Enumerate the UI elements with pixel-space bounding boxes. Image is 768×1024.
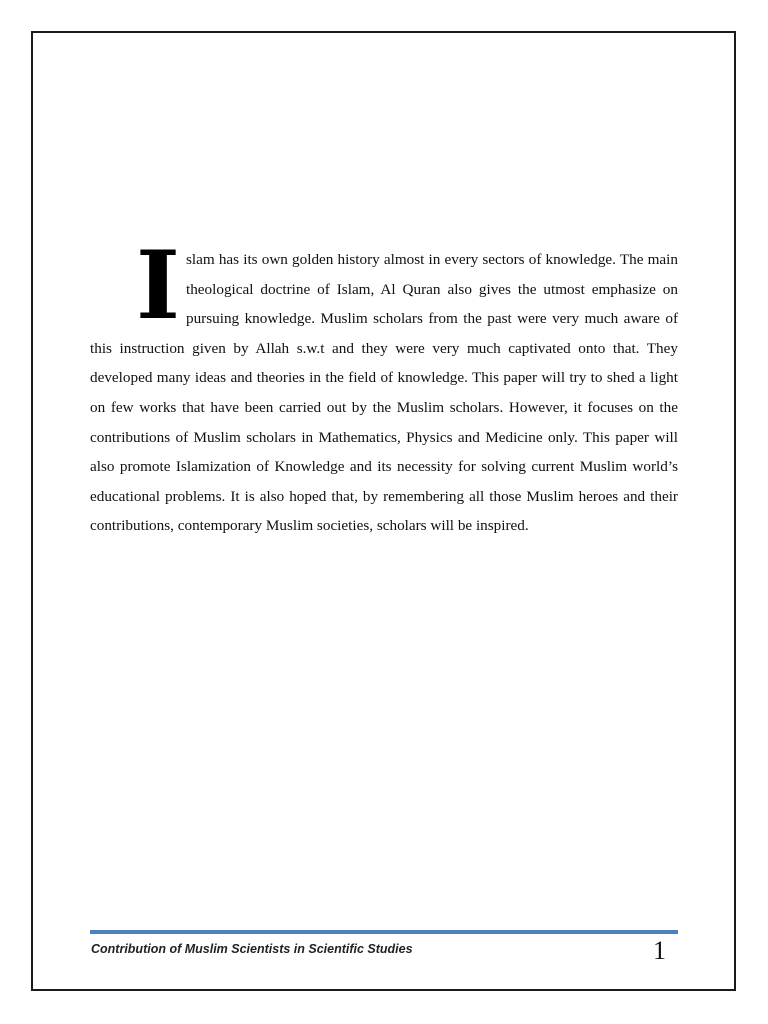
drop-cap: I (136, 231, 180, 341)
footer-rule (90, 930, 678, 934)
footer-title: Contribution of Muslim Scientists in Scientific Studies (91, 942, 413, 956)
paragraph-text: slam has its own golden history almost in every sectors of knowledge. The main theological doctrine of Islam, Al Quran also gives the utmost emphasize on pursuing knowledge. Muslim scholars from the past were very much aware of this instruction given by Allah s.w.t and they were very much captivated onto that. They developed many ideas and theories in the field of knowledge. This paper will try to shed a light on few works that have been carried out by the Muslim scholars. However, it focuses on the contributions of Muslim scholars in Mathematics, Physics and Medicine only. This paper will also promote Islamization of Knowledge and its necessity for solving current Muslim world’s educational problems. It is also hoped that, by remembering all those Muslim heroes and their contributions, contemporary Muslim societies, scholars will be inspired. (90, 251, 678, 535)
abstract-paragraph (90, 231, 678, 541)
page-number: 1 (653, 936, 666, 965)
